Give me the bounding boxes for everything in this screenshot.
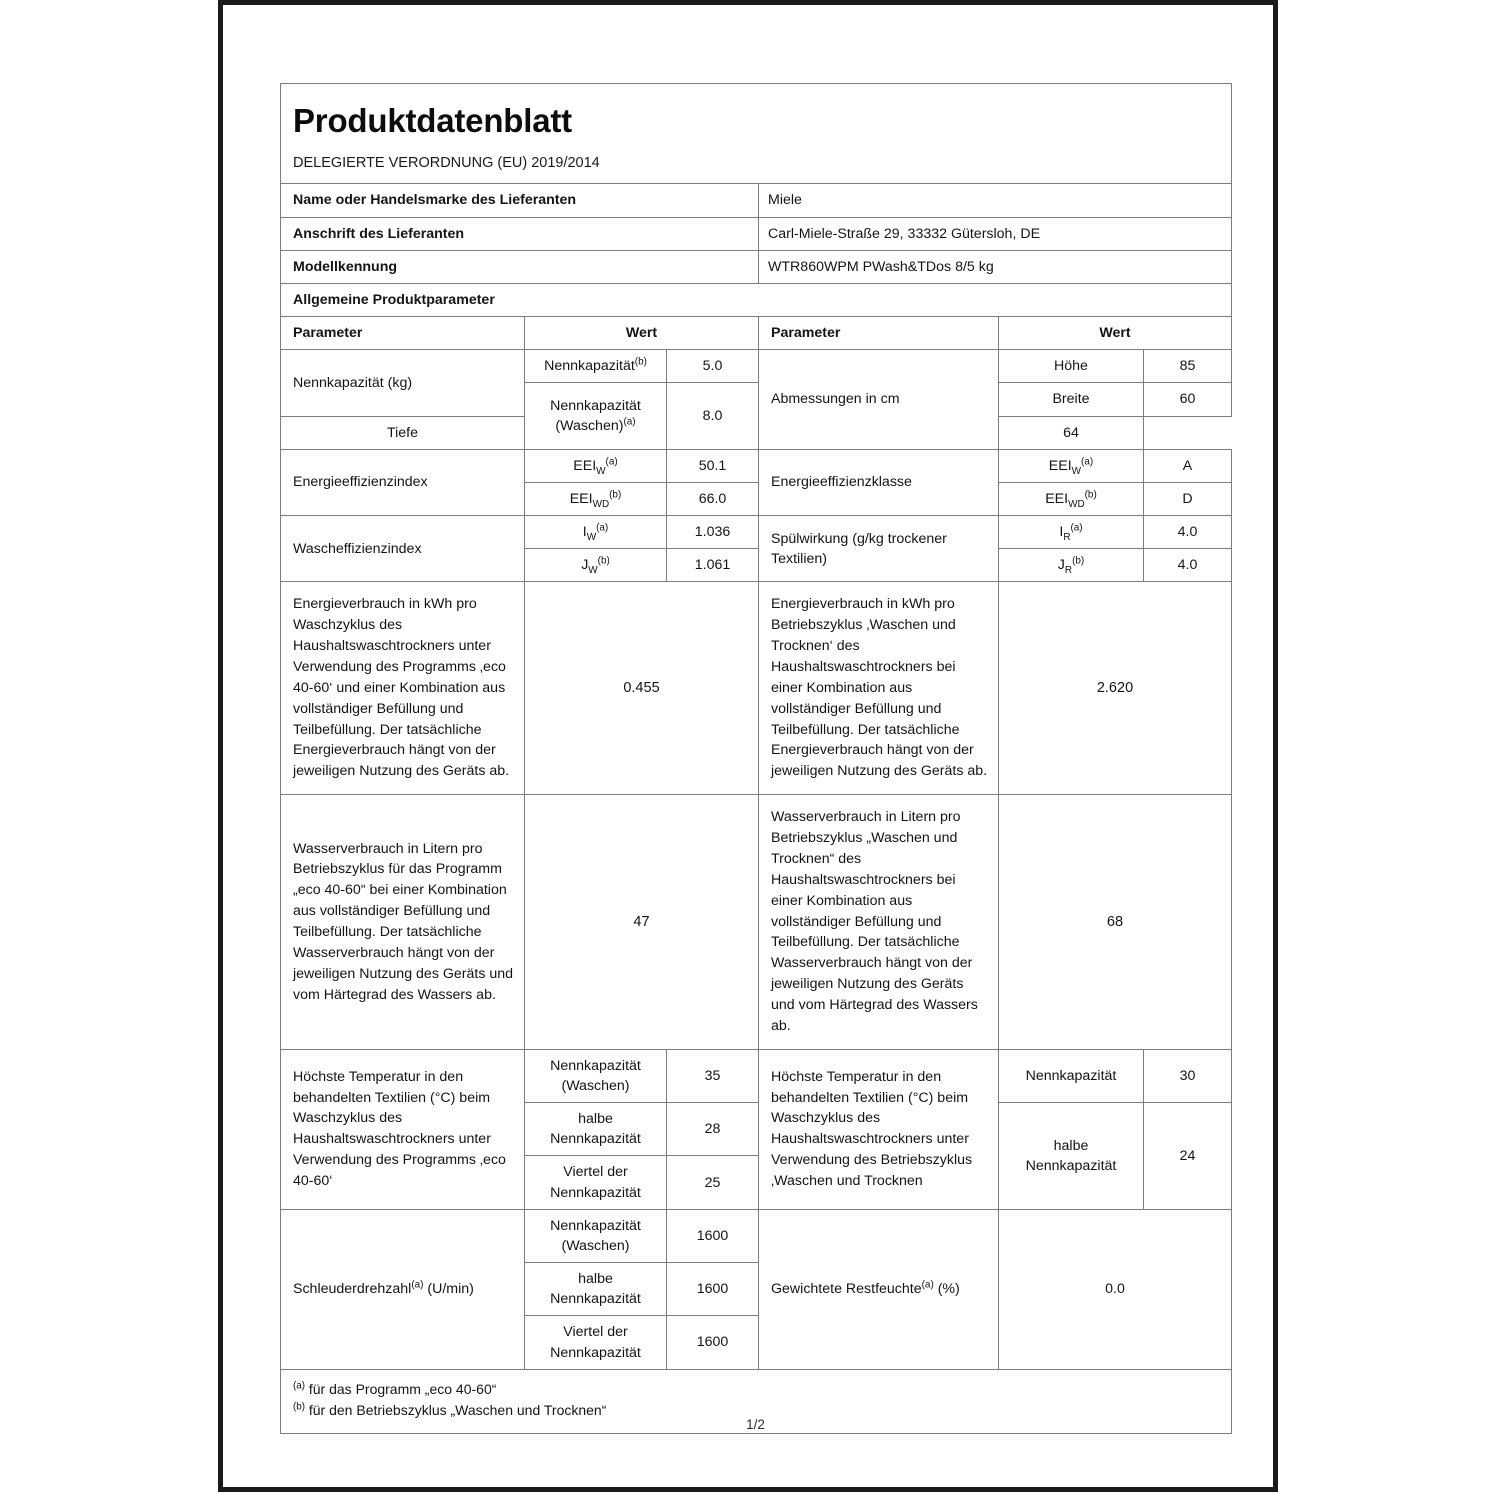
dimension-name-1: Breite	[999, 383, 1144, 416]
supplier-address-value: Carl-Miele-Straße 29, 33332 Gütersloh, DE	[759, 217, 1232, 250]
page-content	[280, 83, 1231, 1419]
capacity-label: Nennkapazität (kg)	[281, 350, 525, 416]
regulation-row	[281, 151, 1232, 184]
eei-symbol-fn-1: (b)	[609, 489, 622, 501]
eei-value-1: 66.0	[667, 482, 759, 515]
regulation-cell	[281, 151, 1232, 184]
dimensions-label: Abmessungen in cm	[759, 350, 999, 449]
capacity-row-1	[281, 350, 1232, 383]
model-row	[281, 250, 1232, 283]
capacity-sub1-value: 5.0	[667, 350, 759, 383]
spin-speed-name-0-line1: Nennkapazität	[550, 1217, 641, 1234]
temp-washdry-name-1	[999, 1103, 1144, 1210]
page-frame	[218, 0, 1278, 1492]
energy-consumption-row	[281, 582, 1232, 795]
eei-symbol-sub-1: WD	[592, 498, 610, 510]
rinsing-symbol-fn-1: (b)	[1072, 555, 1085, 567]
eei-label: Energieeffizienzindex	[281, 449, 525, 515]
rinsing-symbol-sub-1: R	[1064, 564, 1073, 576]
rinsing-symbol-base-0: I	[1059, 524, 1064, 540]
temp-wash-label-text: Höchste Temperatur in den behandelten Textilien (°C) beim Waschzyklus des Haushaltswaschtrockners unter Verwendung des Programms ‚eco 40-60‘	[293, 1068, 506, 1190]
spin-speed-name-0	[525, 1209, 667, 1262]
supplier-name-label: Name oder Handelsmarke des Lieferanten	[281, 184, 759, 217]
spin-speed-name-0-line2: (Waschen)	[561, 1237, 630, 1254]
temp-wash-name-0-line1: Nennkapazität	[550, 1057, 641, 1074]
water-wash-label	[281, 795, 525, 1050]
eei-class-symbol-sub-1: WD	[1068, 498, 1085, 510]
eei-symbol-base-0: EEI	[573, 457, 597, 474]
spin-speed-label-text: Schleuderdrehzahl	[293, 1281, 412, 1298]
temp-washdry-value-1: 24	[1144, 1103, 1232, 1210]
temp-washdry-name-1-line1: halbe	[1053, 1137, 1089, 1154]
temp-wash-name-1-line1: halbe	[578, 1111, 613, 1128]
capacity-sub1-label	[525, 350, 667, 383]
rinsing-symbol-base-1: J	[1057, 557, 1065, 574]
temp-wash-name-2-line1: Viertel der	[563, 1164, 628, 1181]
capacity-sub1-footnote: (b)	[634, 356, 647, 368]
wash-eff-symbol-base-1: J	[581, 557, 589, 574]
spin-speed-name-2-line1: Viertel der	[563, 1324, 628, 1341]
wash-eff-symbol-fn-1: (b)	[597, 555, 610, 567]
eei-symbol-1	[525, 482, 667, 515]
header-parameter-right: Parameter	[759, 317, 999, 350]
header-wert-left: Wert	[525, 317, 759, 350]
temperature-row-1	[281, 1049, 1232, 1102]
temp-wash-name-2-line2: Nennkapazität	[550, 1184, 641, 1201]
eei-symbol-sub-0: W	[596, 465, 606, 477]
spin-speed-name-1-line2: Nennkapazität	[550, 1291, 641, 1308]
wash-efficiency-symbol-1	[525, 549, 667, 582]
temp-wash-name-1-line2: Nennkapazität	[550, 1131, 641, 1148]
water-washdry-label	[759, 795, 999, 1050]
wash-efficiency-value-0: 1.036	[667, 516, 759, 549]
spin-speed-label	[281, 1209, 525, 1369]
residual-moisture-unit: (%)	[933, 1281, 960, 1298]
column-header-row	[281, 317, 1232, 350]
energy-wash-label	[281, 582, 525, 795]
temp-wash-name-0	[525, 1049, 667, 1102]
header-wert-right: Wert	[999, 317, 1232, 350]
rinsing-symbol-0	[999, 516, 1144, 549]
dimension-name-0: Höhe	[999, 350, 1144, 383]
title-cell	[281, 84, 1232, 151]
capacity-sub1-text: Nennkapazität	[544, 358, 635, 375]
footnote-b-text: für den Betriebszyklus „Waschen und Trocknen“	[304, 1402, 607, 1419]
temp-wash-name-1	[525, 1103, 667, 1156]
capacity-sub2-value: 8.0	[667, 383, 759, 449]
page-number: 1/2	[746, 1417, 765, 1432]
energy-washdry-label	[759, 582, 999, 795]
eei-class-symbol-base-1: EEI	[1045, 490, 1069, 507]
wash-efficiency-value-1: 1.061	[667, 549, 759, 582]
temp-wash-value-0: 35	[667, 1049, 759, 1102]
dimension-value-0: 85	[1144, 350, 1232, 383]
eei-class-symbol-base-0: EEI	[1048, 457, 1072, 474]
residual-moisture-label	[759, 1209, 999, 1369]
spin-speed-label-footnote: (a)	[411, 1279, 424, 1291]
model-value: WTR860WPM PWash&TDos 8/5 kg	[759, 250, 1232, 283]
footnote-a-marker: (a)	[293, 1380, 305, 1392]
temp-washdry-name-1-line2: Nennkapazität	[1025, 1157, 1117, 1174]
temp-washdry-name-0-line1: Nennkapazität	[1025, 1067, 1117, 1084]
supplier-name-value: Miele	[759, 184, 1232, 217]
header-parameter-left: Parameter	[281, 317, 525, 350]
page-title: Produktdatenblatt	[293, 102, 572, 139]
wash-eff-symbol-sub-1: W	[588, 564, 598, 576]
spin-speed-value-0: 1600	[667, 1209, 759, 1262]
temp-washdry-label	[759, 1049, 999, 1209]
supplier-name-row	[281, 184, 1232, 217]
wash-efficiency-symbol-0	[525, 516, 667, 549]
eei-class-value-0: A	[1144, 449, 1232, 482]
title-row	[281, 84, 1232, 151]
supplier-address-label: Anschrift des Lieferanten	[281, 217, 759, 250]
model-label: Modellkennung	[281, 250, 759, 283]
wash-efficiency-label: Wascheffizienzindex	[281, 516, 525, 582]
eei-class-symbol-sub-0: W	[1071, 465, 1082, 477]
rinsing-value-1: 4.0	[1144, 549, 1232, 582]
general-params-heading: Allgemeine Produktparameter	[281, 283, 1232, 316]
energy-wash-label-text: Energieverbrauch in kWh pro Waschzyklus des Haushaltswaschtrockners unter Verwendung des Programms ‚eco 40-60‘ und einer Kombination aus vollständiger Befüllung und Teilbefüllung. Der tatsächliche Energieverbrauch hängt von der jeweiligen Nutzung des Geräts ab.	[293, 596, 510, 780]
wash-eff-symbol-sub-0: W	[586, 531, 597, 543]
residual-moisture-footnote: (a)	[921, 1279, 934, 1291]
energy-washdry-label-text: Energieverbrauch in kWh pro Betriebszyklus ‚Waschen und Trocknen‘ des Haushaltswaschtrockners bei einer Kombination aus vollständiger Befüllung und Teilbefüllung. Der tatsächliche Energieverbrauch hängt von der jeweiligen Nutzung des Geräts ab.	[771, 596, 988, 780]
water-consumption-row	[281, 795, 1232, 1050]
water-wash-label-text: Wasserverbrauch in Litern pro Betriebszyklus für das Programm „eco 40-60“ bei einer Kombination aus vollständiger Befüllung und Teilbefüllung. Der tatsächliche Wasserverbrauch hängt von der jeweiligen Nutzung des Geräts und vom Härtegrad des Wassers ab.	[293, 840, 514, 1003]
spin-speed-value-1: 1600	[667, 1263, 759, 1316]
wash-eff-symbol-base-0: I	[582, 524, 587, 540]
spin-speed-name-1-line1: halbe	[578, 1271, 613, 1288]
water-washdry-label-text: Wasserverbrauch in Litern pro Betriebszyklus „Waschen und Trocknen“ des Haushaltswaschtrockners bei einer Kombination aus vollständiger Befüllung und Teilbefüllung. Der tatsächliche Wasserverbrauch hängt von der jeweiligen Nutzung des Geräts und vom Härtegrad des Wassers ab.	[771, 809, 978, 1034]
temp-washdry-name-0	[999, 1049, 1144, 1102]
eei-symbol-base-1: EEI	[569, 490, 593, 507]
supplier-address-row	[281, 217, 1232, 250]
footnote-a-text: für das Programm „eco 40-60“	[304, 1380, 497, 1397]
spin-speed-row-1	[281, 1209, 1232, 1262]
temp-wash-value-1: 28	[667, 1103, 759, 1156]
eei-value-0: 50.1	[667, 449, 759, 482]
energy-washdry-value: 2.620	[999, 582, 1232, 795]
eei-symbol-fn-0: (a)	[605, 455, 618, 467]
temp-washdry-label-text: Höchste Temperatur in den behandelten Textilien (°C) beim Waschzyklus des Haushaltswaschtrockners unter Verwendung des Betriebszyklus ‚Waschen und Trocknen	[771, 1068, 973, 1190]
water-wash-value: 47	[525, 795, 759, 1050]
dimension-value-1: 60	[1144, 383, 1232, 416]
eei-symbol-0	[525, 449, 667, 482]
temp-wash-name-2	[525, 1156, 667, 1209]
eei-class-symbol-0	[999, 449, 1144, 482]
footnote-b-marker: (b)	[293, 1401, 305, 1413]
energy-wash-value: 0.455	[525, 582, 759, 795]
capacity-sub2-line1: Nennkapazität	[550, 397, 641, 414]
dimension-name-2: Tiefe	[281, 416, 525, 449]
wash-eff-symbol-fn-0: (a)	[596, 522, 609, 534]
dimension-value-2: 64	[999, 416, 1144, 449]
rinsing-symbol-fn-0: (a)	[1070, 522, 1083, 534]
eei-class-value-1: D	[1144, 482, 1232, 515]
rinsing-label: Spülwirkung (g/kg trockener Textilien)	[759, 516, 999, 582]
spin-speed-name-1	[525, 1263, 667, 1316]
rinsing-symbol-sub-0: R	[1063, 531, 1071, 543]
spin-speed-label-unit: (U/min)	[423, 1281, 474, 1298]
general-params-row	[281, 283, 1232, 316]
eei-class-symbol-1	[999, 482, 1144, 515]
rinsing-value-0: 4.0	[1144, 516, 1232, 549]
rinsing-symbol-1	[999, 549, 1144, 582]
eei-class-label: Energieeffizienzklasse	[759, 449, 999, 515]
product-datasheet-table	[280, 83, 1232, 1434]
spin-speed-name-2	[525, 1316, 667, 1369]
temp-wash-label	[281, 1049, 525, 1209]
regulation-text: DELEGIERTE VERORDNUNG (EU) 2019/2014	[293, 154, 600, 171]
temp-wash-value-2: 25	[667, 1156, 759, 1209]
eei-class-symbol-fn-0: (a)	[1081, 455, 1094, 467]
spin-speed-value-2: 1600	[667, 1316, 759, 1369]
capacity-sub2-label	[525, 383, 667, 449]
footnote-a	[293, 1379, 1219, 1401]
temp-wash-name-0-line2: (Waschen)	[561, 1077, 630, 1094]
residual-moisture-label-text: Gewichtete Restfeuchte	[771, 1281, 922, 1298]
eei-row-1	[281, 449, 1232, 482]
temp-washdry-value-0: 30	[1144, 1049, 1232, 1102]
eei-class-symbol-fn-1: (b)	[1084, 489, 1097, 501]
water-washdry-value: 68	[999, 795, 1232, 1050]
spin-speed-name-2-line2: Nennkapazität	[550, 1344, 641, 1361]
capacity-sub2-line2: (Waschen)	[555, 418, 624, 435]
capacity-sub2-footnote: (a)	[623, 416, 636, 428]
residual-moisture-value: 0.0	[999, 1209, 1232, 1369]
wash-efficiency-row-1	[281, 516, 1232, 549]
